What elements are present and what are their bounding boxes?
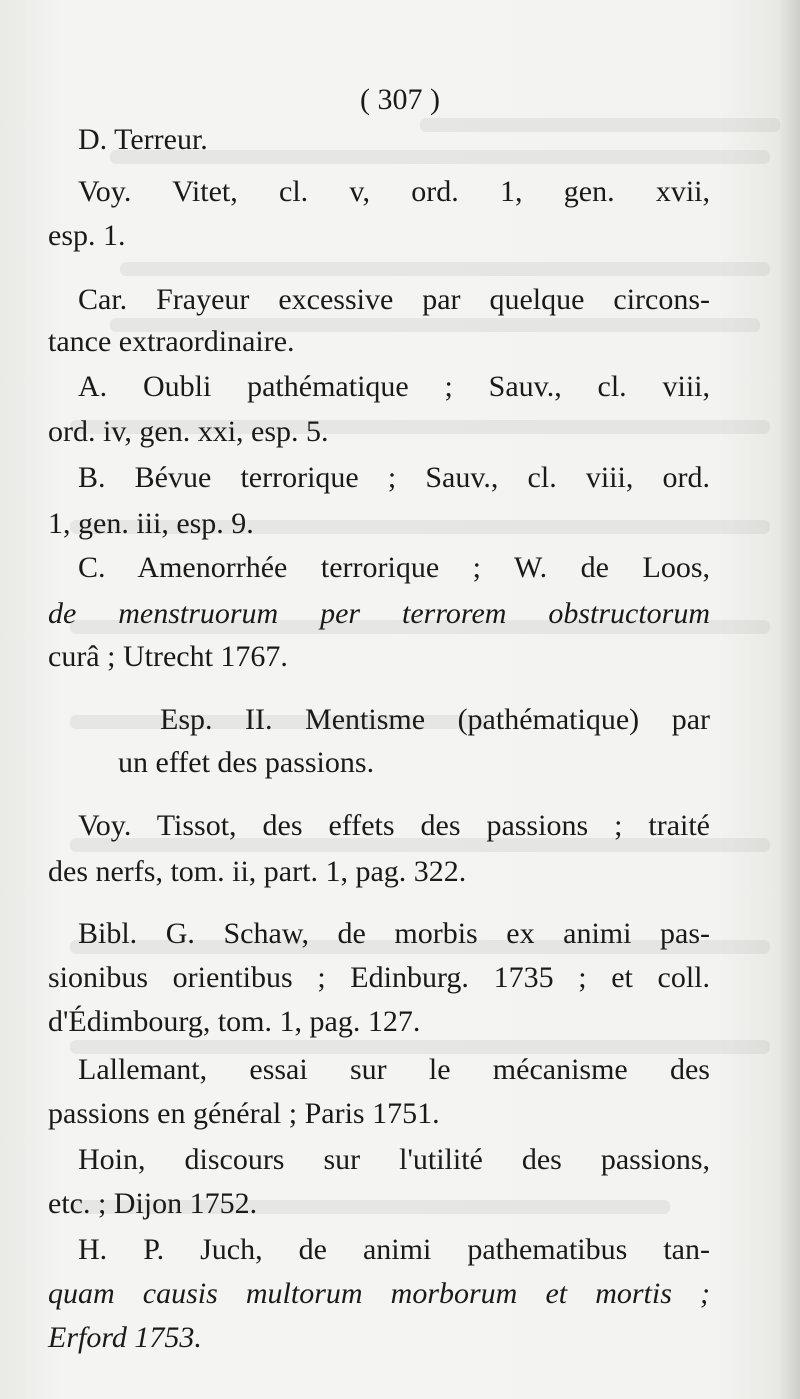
section-heading: D. Terreur. <box>78 123 208 156</box>
text-line: esp. 1. <box>48 219 126 252</box>
text-line: ord. iv, gen. xxi, esp. 5. <box>48 415 329 448</box>
page-number: ( 307 ) <box>360 83 440 116</box>
text-line: passions en général ; Paris 1751. <box>48 1097 440 1130</box>
text-line: C. Amenorrhée terrorique ; W. de Loos, <box>78 551 710 584</box>
text-line: Car. Frayeur excessive par quelque circons- <box>78 283 710 316</box>
text-line: sionibus orientibus ; Edinburg. 1735 ; et coll. <box>48 961 710 994</box>
text-line: Bibl. G. Schaw, de morbis ex animi pas- <box>78 917 710 950</box>
text-line: un effet des passions. <box>118 746 375 779</box>
text-line: des nerfs, tom. ii, part. 1, pag. 322. <box>48 855 467 888</box>
page-edge-shadow <box>778 0 800 1399</box>
text-line: B. Bévue terrorique ; Sauv., cl. viii, ord. <box>78 461 710 494</box>
text-line: d'Édimbourg, tom. 1, pag. 127. <box>48 1005 421 1038</box>
text-line: H. P. Juch, de animi pathematibus tan- <box>78 1233 710 1266</box>
text-line: Voy. Vitet, cl. v, ord. 1, gen. xvii, <box>78 175 710 208</box>
text-line: tance extraordinaire. <box>48 325 295 358</box>
text-line: curâ ; Utrecht 1767. <box>48 640 288 673</box>
text-line: Hoin, discours sur l'utilité des passions, <box>78 1143 710 1176</box>
text-line: quam causis multorum morborum et mortis ; <box>48 1277 710 1310</box>
text-line: Lallemant, essai sur le mécanisme des <box>78 1053 710 1086</box>
text-line: A. Oubli pathématique ; Sauv., cl. viii, <box>78 370 710 403</box>
text-line: 1, gen. iii, esp. 9. <box>48 507 254 540</box>
species-heading: Esp. II. Mentisme (pathématique) par <box>160 703 710 736</box>
text-line: de menstruorum per terrorem obstructorum <box>48 597 710 630</box>
text-line: etc. ; Dijon 1752. <box>48 1187 258 1220</box>
text-line: Voy. Tissot, des effets des passions ; traité <box>78 809 710 842</box>
text-line: Erford 1753. <box>48 1321 202 1354</box>
